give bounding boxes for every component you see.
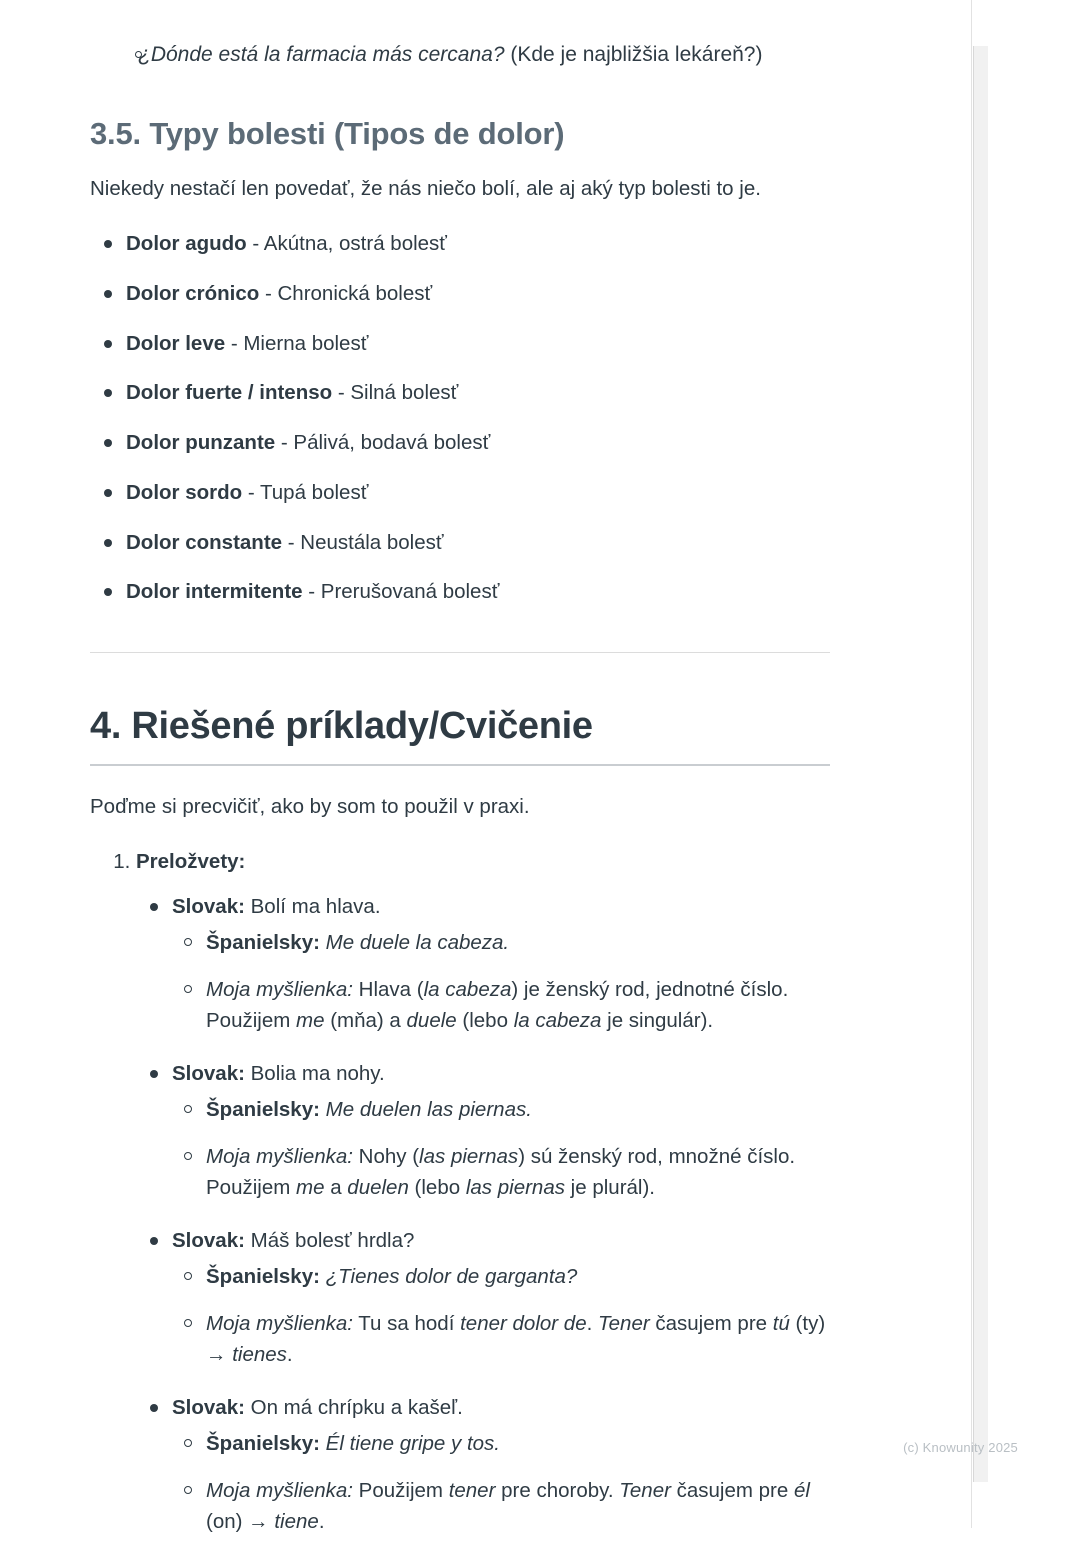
exercise-details bbox=[172, 928, 830, 1036]
spanish-label: Španielsky: bbox=[206, 931, 320, 955]
slovak-label: Slovak: bbox=[172, 1395, 245, 1419]
section-heading-4: 4. Riešené príklady/Cvičenie bbox=[90, 705, 593, 748]
slovak-sentence: On má chrípku a kašeľ. bbox=[244, 1395, 463, 1419]
spanish-label: Španielsky: bbox=[206, 1265, 320, 1289]
pain-term: Dolor leve bbox=[126, 331, 226, 355]
slovak-label: Slovak: bbox=[172, 894, 245, 918]
section-heading-3-5: 3.5. Typy bolesti (Tipos de dolor) bbox=[90, 116, 565, 152]
pain-description: - Mierna bolesť bbox=[225, 331, 369, 355]
pain-term: Dolor crónico bbox=[126, 281, 260, 305]
pain-description: - Silná bolesť bbox=[332, 381, 459, 405]
spanish-label: Španielsky: bbox=[206, 1432, 320, 1456]
list-item bbox=[90, 378, 830, 409]
thought-text: Tu sa hodí tener dolor de. Tener časujem pre tú (ty) → tienes. bbox=[206, 1312, 826, 1366]
exercise-task bbox=[136, 847, 830, 1538]
thought-label: Moja myšlienka: bbox=[206, 978, 353, 1002]
pain-description: - Chronická bolesť bbox=[259, 281, 433, 305]
pain-description: - Prerušovaná bolesť bbox=[302, 580, 500, 604]
spanish-sentence: Me duele la cabeza. bbox=[319, 931, 510, 955]
slovak-label: Slovak: bbox=[172, 1228, 245, 1252]
section-3-5-intro: Niekedy nestačí len povedať, že nás niečo bolí, ale aj aký typ bolesti to je. bbox=[90, 177, 761, 201]
list-item bbox=[90, 229, 830, 260]
spanish-sentence: Me duelen las piernas. bbox=[319, 1098, 532, 1122]
exercise-details bbox=[172, 1262, 830, 1370]
exercise-items bbox=[136, 892, 830, 1538]
spanish-answer bbox=[172, 1095, 830, 1126]
slovak-sentence: Bolí ma hlava. bbox=[244, 894, 381, 918]
spanish-phrase: ¿Dónde está la farmacia más cercana? bbox=[138, 43, 505, 66]
spanish-label: Španielsky: bbox=[206, 1098, 320, 1122]
pain-term: Dolor constante bbox=[126, 530, 283, 554]
spanish-sentence: ¿Tienes dolor de garganta? bbox=[319, 1265, 578, 1289]
top-sublist bbox=[90, 40, 830, 70]
exercise-details bbox=[172, 1429, 830, 1537]
exercise-entry bbox=[136, 1226, 830, 1371]
section-divider bbox=[90, 652, 830, 653]
spanish-answer bbox=[172, 1262, 830, 1293]
exercise-entry bbox=[136, 1059, 830, 1204]
title-underline bbox=[90, 764, 830, 766]
list-item bbox=[90, 478, 830, 509]
slovak-sentence: Máš bolesť hrdla? bbox=[244, 1228, 415, 1252]
pain-term: Dolor sordo bbox=[126, 480, 243, 504]
list-item bbox=[90, 577, 830, 608]
thought-text: Hlava (la cabeza) je ženský rod, jednotné číslo. Použijem me (mňa) a duele (lebo la cabeza je singulár). bbox=[206, 978, 789, 1032]
spanish-answer bbox=[172, 928, 830, 959]
exercise-entry bbox=[136, 1393, 830, 1538]
pain-term: Dolor agudo bbox=[126, 232, 247, 256]
pain-term: Dolor intermitente bbox=[126, 580, 303, 604]
slovak-sentence: Bolia ma nohy. bbox=[244, 1061, 385, 1085]
pain-types-list bbox=[90, 229, 830, 608]
pain-term: Dolor fuerte / intenso bbox=[126, 381, 333, 405]
list-item bbox=[90, 428, 830, 459]
slovak-label: Slovak: bbox=[172, 1061, 245, 1085]
pain-description: - Akútna, ostrá bolesť bbox=[246, 232, 447, 256]
section-4-intro: Poďme si precvičiť, ako by som to použil v praxi. bbox=[90, 795, 530, 819]
exercise-entry bbox=[136, 892, 830, 1037]
document-content bbox=[90, 40, 830, 1560]
pain-description: - Pálivá, bodavá bolesť bbox=[275, 431, 491, 455]
scrollbar-thumb[interactable] bbox=[973, 46, 988, 1482]
task-label: Preložvety: bbox=[136, 849, 246, 873]
list-item bbox=[90, 528, 830, 559]
thought-label: Moja myšlienka: bbox=[206, 1145, 353, 1169]
pain-term: Dolor punzante bbox=[126, 431, 276, 455]
pain-description: - Tupá bolesť bbox=[242, 480, 369, 504]
spanish-answer bbox=[172, 1429, 830, 1460]
thought-label: Moja myšlienka: bbox=[206, 1479, 353, 1503]
pain-description: - Neustála bolesť bbox=[282, 530, 444, 554]
spanish-sentence: Él tiene gripe y tos. bbox=[319, 1432, 500, 1456]
exercise-ordered-list bbox=[90, 847, 830, 1538]
thought-text: Nohy (las piernas) sú ženský rod, množné číslo. Použijem me a duelen (lebo las piernas je plurál). bbox=[206, 1145, 796, 1199]
list-item bbox=[90, 40, 830, 70]
thought-note bbox=[172, 1142, 830, 1204]
thought-note bbox=[172, 975, 830, 1037]
watermark: (c) Knowunity 2025 bbox=[903, 1440, 1018, 1455]
thought-label: Moja myšlienka: bbox=[206, 1312, 353, 1336]
list-item bbox=[90, 329, 830, 360]
slovak-translation: (Kde je najbližšia lekáreň?) bbox=[504, 43, 763, 66]
thought-text: Použijem tener pre choroby. Tener časujem pre él (on) → tiene. bbox=[206, 1479, 810, 1533]
thought-note bbox=[172, 1309, 830, 1371]
exercise-details bbox=[172, 1095, 830, 1203]
thought-note bbox=[172, 1476, 830, 1538]
list-item bbox=[90, 279, 830, 310]
